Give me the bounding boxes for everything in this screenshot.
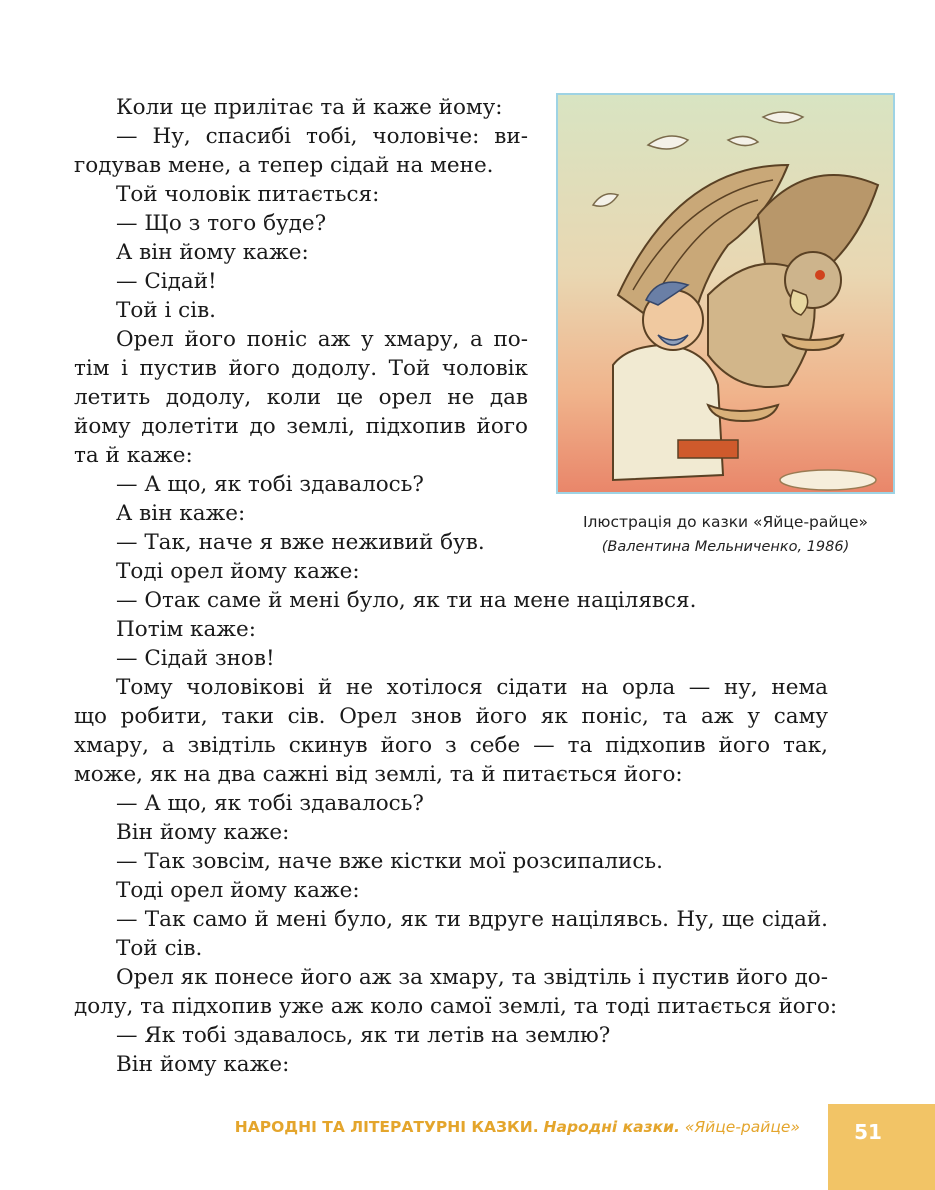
text-line: може, як на два сажні від землі, та й питається його: (74, 762, 683, 787)
text-line: — Сідай! (116, 269, 217, 294)
text-line: Той чоловік питається: (116, 182, 380, 207)
text-line: йому долетіти до землі, підхопив його (74, 414, 528, 439)
footer-section: НАРОДНІ ТА ЛІТЕРАТУРНІ КАЗКИ. (234, 1118, 539, 1136)
text-line: — А що, як тобі здавалось? (116, 791, 424, 816)
text-line: — Так, наче я вже неживий був. (116, 530, 485, 555)
text-line: та й каже: (74, 443, 193, 468)
text-line: — А що, як тобі здавалось? (116, 472, 424, 497)
text-line: Він йому каже: (116, 1052, 290, 1077)
text-line: долу, та підхопив уже аж коло самої землі, та тоді питається його: (74, 994, 838, 1019)
text-line: годував мене, а тепер сідай на мене. (74, 153, 494, 178)
text-line: — Так зовсім, наче вже кістки мої розсипались. (116, 849, 663, 874)
text-line: хмару, а звідтіль скинув його з себе — та підхопив його так, (74, 733, 828, 758)
text-line: Той сів. (116, 936, 203, 961)
text-line: — Що з того буде? (116, 211, 327, 236)
text-line: Тоді орел йому каже: (116, 559, 360, 584)
text-line: тім і пустив його додолу. Той чоловік (74, 356, 528, 381)
footer-tale: «Яйце-райце» (684, 1118, 800, 1136)
figure-caption-credit: (Валентина Мельниченко, 1986) (601, 539, 850, 555)
eagle-and-man-illustration-icon (558, 95, 893, 492)
text-line: Тому чоловікові й не хотілося сідати на орла — ну, нема (116, 675, 828, 700)
text-line: Орел як понесе його аж за хмару, та звідтіль і пустив його до- (116, 965, 828, 990)
footer-subsection: Народні казки. (543, 1118, 680, 1136)
illustration-figure (556, 93, 895, 494)
text-line: Коли це прилітає та й каже йому: (116, 95, 503, 120)
text-line: що робити, таки сів. Орел знов його як поніс, та аж у саму (74, 704, 828, 729)
text-line: Тоді орел йому каже: (116, 878, 360, 903)
text-line: — Так само й мені було, як ти вдруге націлявсь. Ну, ще сідай. (116, 907, 828, 932)
page-number-box (828, 1104, 935, 1190)
text-line: А він каже: (116, 501, 246, 526)
text-line: Потім каже: (116, 617, 257, 642)
page-number: 51 (854, 1120, 882, 1144)
text-line: летить додолу, коли це орел не дав (74, 385, 528, 410)
text-line: Той і сів. (116, 298, 217, 323)
running-footer (235, 1118, 800, 1136)
text-line: — Ну, спасибі тобі, чоловіче: ви- (116, 124, 528, 149)
figure-caption-title: Ілюстрація до казки «Яйце-райце» (582, 513, 869, 531)
text-line: А він йому каже: (116, 240, 309, 265)
text-line: Він йому каже: (116, 820, 290, 845)
text-line: — Сідай знов! (116, 646, 275, 671)
text-line: — Отак саме й мені було, як ти на мене націлявся. (116, 588, 697, 613)
text-line: — Як тобі здавалось, як ти летів на землю? (116, 1023, 611, 1048)
text-line: Орел його поніс аж у хмару, а по- (116, 327, 528, 352)
